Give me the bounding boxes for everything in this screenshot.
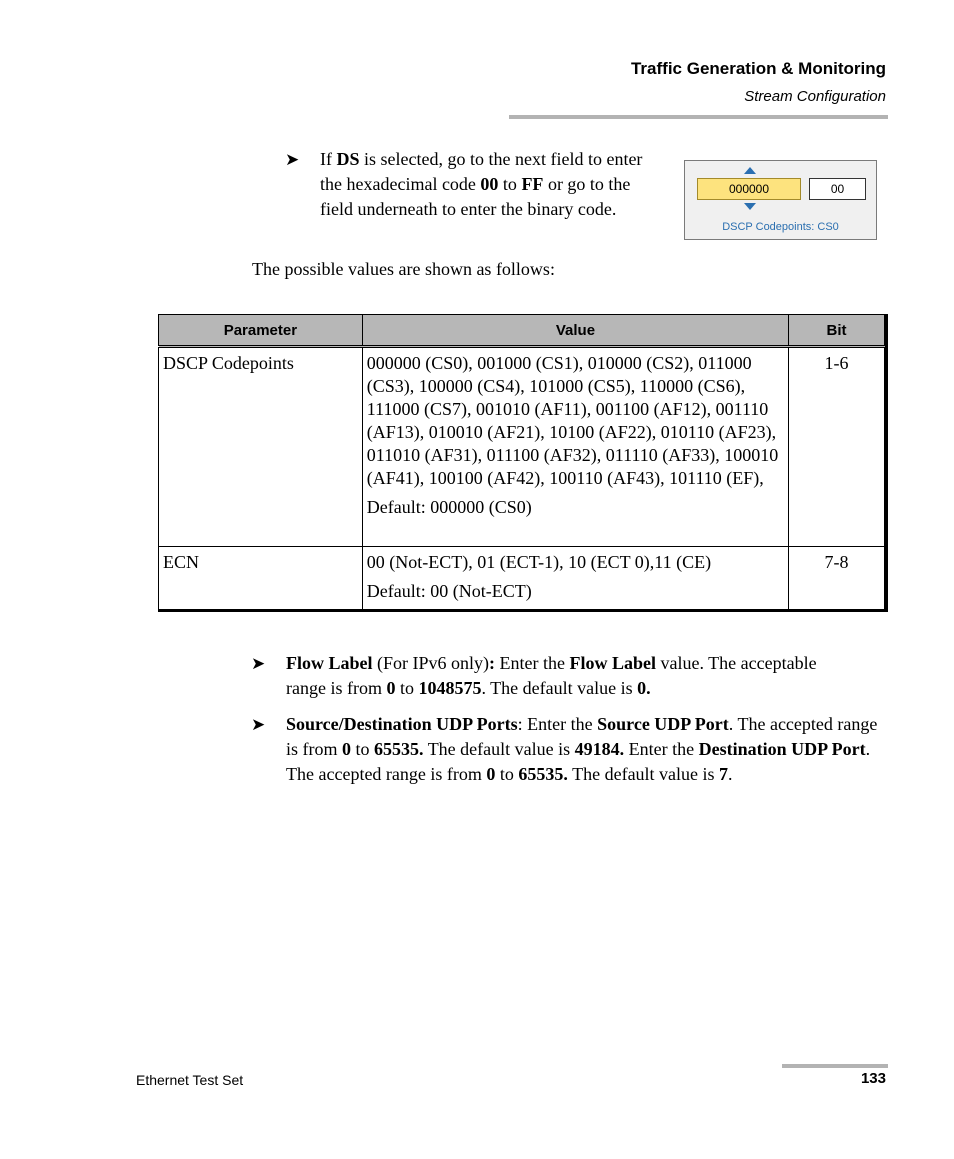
column-header-parameter: Parameter [159, 315, 363, 347]
default-value: Default: 00 (Not-ECT) [366, 581, 532, 601]
ds-bullet-text: If DS is selected, go to the next field to enter the hexadecimal code 00 to FF or go to the field underneath to enter the binary code. [320, 149, 643, 219]
value-list: 000000 (CS0), 001000 (CS1), 010000 (CS2), 011000 (CS3), 100000 (CS4), 101000 (CS5), 110000 (CS6), 111000 (CS7), 001010 (AF11), 001100 (AF12), 001110 (AF13), 010010 (AF21), 10100 (AF22), 010110 (AF23), 011010 (AF31), 011100 (AF32), 011110 (AF33), 100010 (AF41), 100100 (AF42), 100110 (AF43), 101110 (EF), [366, 353, 779, 488]
bit-cell: 1-6 [789, 347, 885, 547]
table-header-row [159, 315, 885, 347]
footer-document-title: Ethernet Test Set [136, 1072, 244, 1088]
page-number: 133 [860, 1070, 886, 1087]
bullet-arrow-icon: ➤ [251, 654, 266, 673]
value-cell [362, 347, 788, 547]
bullet-arrow-icon: ➤ [285, 150, 300, 169]
values-table [158, 314, 885, 610]
increment-arrow-icon[interactable] [744, 167, 756, 174]
running-header-title: Traffic Generation & Monitoring [630, 59, 886, 78]
table-row [159, 547, 885, 610]
value-cell [362, 547, 788, 610]
dscp-codepoint-label: DSCP Codepoints: CS0 [722, 221, 839, 233]
column-header-value: Value [362, 315, 788, 347]
parameter-cell: DSCP Codepoints [159, 347, 363, 547]
dscp-hex-field[interactable]: 000000 [697, 178, 801, 200]
flow-label-bullet-text: Flow Label (For IPv6 only): Enter the Flow Label value. The acceptable range is from 0 to 1048575. The default value is 0. [286, 653, 817, 698]
table-row [159, 347, 885, 547]
intro-text: The possible values are shown as follows: [252, 259, 555, 279]
default-value: Default: 000000 (CS0) [366, 497, 532, 517]
table-shadow-right [885, 314, 888, 612]
decrement-arrow-icon[interactable] [744, 203, 756, 210]
dscp-widget-screenshot [684, 160, 877, 240]
parameter-cell: ECN [159, 547, 363, 610]
footer-rule [782, 1064, 888, 1068]
header-rule [509, 115, 888, 119]
bullet-arrow-icon: ➤ [251, 715, 266, 734]
column-header-bit: Bit [789, 315, 885, 347]
udp-ports-bullet-text: Source/Destination UDP Ports: Enter the Source UDP Port. The accepted range is from 0 to 65535. The default value is 49184. Enter the Destination UDP Port. The accepted range is from 0 to 65535. The default value is 7. [286, 714, 878, 784]
dscp-binary-field[interactable]: 00 [809, 178, 866, 200]
value-list: 00 (Not-ECT), 01 (ECT-1), 10 (ECT 0),11 (CE) [366, 552, 712, 572]
bit-cell: 7-8 [789, 547, 885, 610]
running-header-subtitle: Stream Configuration [744, 88, 886, 105]
